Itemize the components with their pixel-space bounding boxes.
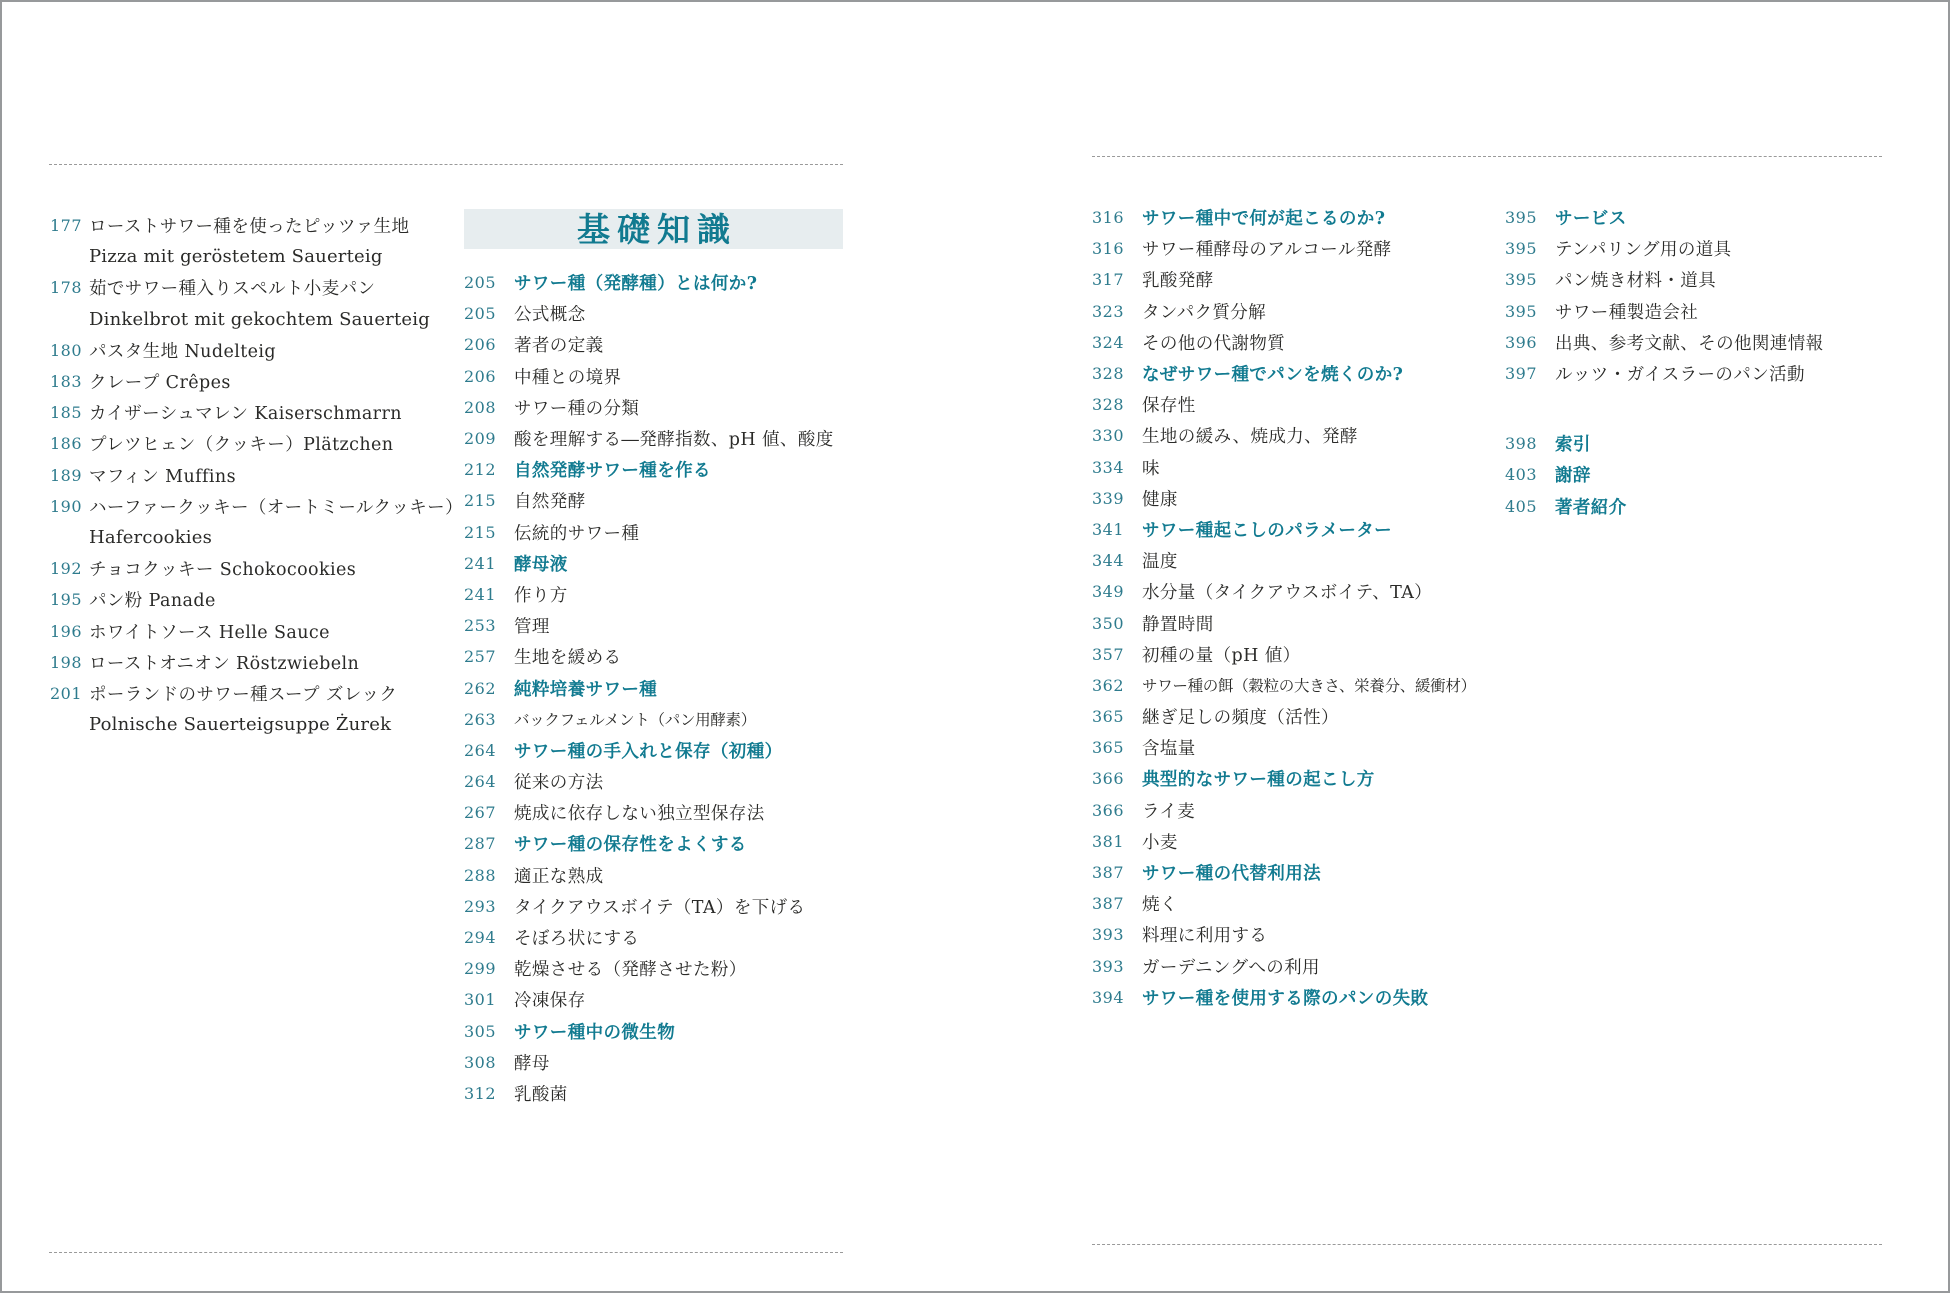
entry-page-number: 365: [1092, 707, 1125, 727]
entry-page-number: 180: [50, 340, 83, 360]
entry-title: タイクアウスボイテ（TA）を下げる: [514, 897, 806, 918]
entry-page-number: 308: [464, 1052, 497, 1072]
entry-title: 焼成に依存しない独立型保存法: [514, 804, 765, 825]
entry-title: ライ麦: [1142, 801, 1196, 822]
entry-page-number: 288: [464, 865, 497, 885]
toc-section-heading: [1505, 459, 1895, 490]
toc-entry: [1505, 264, 1895, 295]
toc-section-heading: [464, 828, 859, 859]
entry-title: そぼろ状にする: [514, 929, 640, 950]
entry-title: 冷凍保存: [514, 991, 586, 1012]
entry-page-number: 178: [50, 278, 83, 298]
entry-page-number: 196: [50, 621, 83, 641]
toc-entry: [1505, 233, 1895, 264]
entry-title: テンパリング用の道具: [1555, 240, 1732, 261]
toc-section-heading: [1092, 514, 1512, 545]
toc-section-heading: [1092, 857, 1512, 888]
entry-title: 出典、参考文献、その他関連情報: [1555, 333, 1824, 354]
entry-title: 索引: [1555, 435, 1591, 456]
entry-title: 乳酸菌: [514, 1084, 568, 1105]
entry-title: 料理に利用する: [1142, 926, 1268, 947]
toc-section-heading: [1505, 491, 1895, 522]
entry-page-number: 189: [50, 465, 83, 485]
toc-entry: [464, 891, 859, 922]
entry-title: サワー種の分類: [514, 398, 640, 419]
toc-entry: [1092, 576, 1512, 607]
entry-title: サワー種を使用する際のパンの失敗: [1142, 988, 1429, 1009]
toc-section-heading: [1505, 428, 1895, 459]
toc-entry: [50, 678, 490, 709]
toc-entry: [1092, 888, 1512, 919]
toc-entry: [50, 615, 490, 646]
entry-page-number: 328: [1092, 364, 1125, 384]
entry-title: クレープ Crêpes: [89, 373, 231, 394]
entry-page-number: 344: [1092, 551, 1125, 571]
toc-entry: [1092, 389, 1512, 420]
entry-title: カイザーシュマレン Kaiserschmarrn: [89, 404, 402, 425]
toc-entry: [1092, 327, 1512, 358]
entry-title: パン粉 Panade: [89, 591, 216, 612]
entry-title: 酵母液: [514, 554, 568, 575]
toc-entry: [1092, 732, 1512, 763]
toc-entry: [50, 647, 490, 678]
entry-page-number: 293: [464, 896, 497, 916]
divider-top-right-page: [1092, 156, 1882, 157]
backmatter-toc-group: [1505, 428, 1895, 522]
entry-page-number: 403: [1505, 465, 1538, 485]
entry-title: 初種の量（pH 値）: [1142, 645, 1301, 666]
toc-entry: [1092, 951, 1512, 982]
entry-page-number: 195: [50, 590, 83, 610]
toc-entry: [464, 953, 859, 984]
entry-page-number: 287: [464, 834, 497, 854]
toc-entry: [464, 860, 859, 891]
toc-section-heading: [1092, 982, 1512, 1013]
entry-page-number: 201: [50, 683, 83, 703]
toc-entry: [1092, 545, 1512, 576]
entry-title: 生地の緩み、焼成力、発酵: [1142, 427, 1358, 448]
toc-entry-continuation: [50, 304, 490, 335]
entry-title: 中種との境界: [514, 367, 622, 388]
entry-page-number: 395: [1505, 208, 1538, 228]
toc-entry: [50, 491, 490, 522]
toc-entry: [1092, 607, 1512, 638]
entry-title: 謝辞: [1555, 466, 1591, 487]
entry-title: ハーファークッキー（オートミールクッキー）: [89, 497, 463, 518]
entry-page-number: 387: [1092, 894, 1125, 914]
entry-title: 伝統的サワー種: [514, 523, 640, 544]
entry-title: 静置時間: [1142, 614, 1214, 635]
entry-page-number: 350: [1092, 613, 1125, 633]
entry-title: ガーデニングへの利用: [1142, 957, 1320, 978]
entry-title: マフィン Muffins: [89, 466, 236, 487]
toc-entry: [464, 392, 859, 423]
entry-page-number: 192: [50, 559, 83, 579]
toc-entry: [464, 517, 859, 548]
entry-page-number: 366: [1092, 800, 1125, 820]
entry-title: ポーランドのサワー種スープ ズレック: [89, 684, 398, 705]
basics-toc-column: [464, 267, 859, 1109]
entry-subtitle: Dinkelbrot mit gekochtem Sauerteig: [89, 308, 430, 330]
entry-page-number: 257: [464, 647, 497, 667]
toc-entry: [464, 704, 859, 735]
entry-title: サワー種起こしのパラメーター: [1142, 520, 1393, 541]
toc-section-heading: [1092, 358, 1512, 389]
basics-section-header: [464, 209, 843, 249]
entry-page-number: 206: [464, 335, 497, 355]
entry-title: 水分量（タイクアウスボイテ、TA）: [1142, 583, 1433, 604]
toc-entry: [464, 329, 859, 360]
recipes-toc-column: [50, 210, 490, 740]
entry-title: 純粋培養サワー種: [514, 679, 658, 700]
entry-subtitle: Hafercookies: [89, 526, 213, 548]
toc-entry: [50, 553, 490, 584]
entry-title: 管理: [514, 617, 550, 638]
entry-title: 従来の方法: [514, 773, 604, 794]
entry-title: 作り方: [514, 585, 568, 606]
toc-entry: [464, 610, 859, 641]
entry-page-number: 294: [464, 928, 497, 948]
entry-page-number: 357: [1092, 644, 1125, 664]
entry-title: サービス: [1555, 209, 1627, 230]
toc-entry: [464, 1078, 859, 1109]
entry-title: 適正な熟成: [514, 866, 604, 887]
entry-title: 含塩量: [1142, 739, 1196, 760]
entry-page-number: 349: [1092, 582, 1125, 602]
toc-entry: [464, 423, 859, 454]
entry-page-number: 394: [1092, 987, 1125, 1007]
entry-page-number: 339: [1092, 488, 1125, 508]
entry-page-number: 395: [1505, 239, 1538, 259]
entry-title: 継ぎ足しの頻度（活性）: [1142, 708, 1339, 729]
entry-title: 味: [1142, 458, 1160, 479]
toc-entry: [464, 298, 859, 329]
entry-page-number: 366: [1092, 769, 1125, 789]
entry-page-number: 205: [464, 304, 497, 324]
entry-page-number: 381: [1092, 831, 1125, 851]
toc-entry: [50, 272, 490, 303]
toc-section-heading: [464, 672, 859, 703]
toc-entry: [50, 460, 490, 491]
entry-title: 著者の定義: [514, 336, 604, 357]
entry-title: チョコクッキー Schokocookies: [89, 560, 357, 581]
toc-section-heading: [464, 454, 859, 485]
entry-title: 酵母: [514, 1053, 550, 1074]
entry-page-number: 312: [464, 1083, 497, 1103]
toc-entry: [50, 335, 490, 366]
entry-title: バックフェルメント（パン用酵素）: [514, 711, 756, 730]
entry-title: 自然発酵: [514, 492, 586, 513]
toc-entry: [1505, 327, 1895, 358]
toc-section-heading: [1092, 763, 1512, 794]
entry-page-number: 395: [1505, 301, 1538, 321]
toc-entry: [1505, 296, 1895, 327]
entry-title: 乾燥させる（発酵させた粉）: [514, 960, 747, 981]
services-toc-group: [1505, 202, 1895, 389]
entry-title: その他の代謝物質: [1142, 333, 1286, 354]
entry-title: 小麦: [1142, 832, 1178, 853]
toc-entry: [464, 361, 859, 392]
toc-entry: [464, 984, 859, 1015]
entry-title: 乳酸発酵: [1142, 271, 1214, 292]
toc-section-heading: [464, 1016, 859, 1047]
basics-section-header-label: 基礎知識: [577, 209, 737, 249]
toc-section-heading: [1092, 202, 1512, 233]
entry-title: サワー種中で何が起こるのか?: [1142, 209, 1386, 230]
right-page-toc-column-2: [1505, 202, 1895, 522]
entry-title: 公式概念: [514, 305, 586, 326]
entry-title: サワー種（発酵種）とは何か?: [514, 274, 758, 295]
toc-entry: [1505, 358, 1895, 389]
toc-entry: [1092, 919, 1512, 950]
entry-title: ローストオニオン Röstzwiebeln: [89, 653, 360, 674]
toc-entry: [464, 922, 859, 953]
entry-page-number: 208: [464, 397, 497, 417]
entry-page-number: 186: [50, 434, 83, 454]
entry-page-number: 264: [464, 740, 497, 760]
entry-page-number: 393: [1092, 956, 1125, 976]
entry-page-number: 398: [1505, 434, 1538, 454]
entry-title: 生地を緩める: [514, 648, 622, 669]
entry-page-number: 362: [1092, 675, 1125, 695]
toc-entry: [1092, 452, 1512, 483]
entry-title: 焼く: [1142, 895, 1178, 916]
toc-entry: [1092, 639, 1512, 670]
entry-title: ローストサワー種を使ったピッツァ生地: [89, 217, 410, 238]
entry-page-number: 334: [1092, 457, 1125, 477]
entry-title: パン焼き材料・道具: [1555, 271, 1717, 292]
toc-entry: [464, 641, 859, 672]
entry-title: 温度: [1142, 552, 1178, 573]
entry-page-number: 365: [1092, 738, 1125, 758]
entry-page-number: 205: [464, 273, 497, 293]
entry-page-number: 209: [464, 429, 497, 449]
entry-page-number: 387: [1092, 863, 1125, 883]
toc-entry: [1092, 264, 1512, 295]
entry-page-number: 264: [464, 772, 497, 792]
toc-section-heading: [1505, 202, 1895, 233]
entry-page-number: 305: [464, 1021, 497, 1041]
toc-section-heading: [464, 735, 859, 766]
toc-entry: [464, 579, 859, 610]
entry-title: 典型的なサワー種の起こし方: [1142, 770, 1375, 791]
toc-entry: [1092, 670, 1512, 701]
entry-page-number: 241: [464, 584, 497, 604]
entry-title: 保存性: [1142, 396, 1196, 417]
divider-bottom-left-page: [49, 1252, 843, 1253]
entry-title: サワー種の保存性をよくする: [514, 835, 747, 856]
toc-entry: [1092, 420, 1512, 451]
entry-page-number: 215: [464, 522, 497, 542]
toc-entry: [50, 428, 490, 459]
entry-title: サワー種酵母のアルコール発酵: [1142, 240, 1392, 261]
entry-page-number: 396: [1505, 332, 1538, 352]
toc-entry-continuation: [50, 709, 490, 740]
entry-title: タンパク質分解: [1142, 302, 1267, 323]
toc-entry: [464, 1047, 859, 1078]
toc-entry-continuation: [50, 522, 490, 553]
entry-page-number: 395: [1505, 270, 1538, 290]
entry-page-number: 330: [1092, 426, 1125, 446]
entry-page-number: 301: [464, 990, 497, 1010]
entry-title: サワー種の代替利用法: [1142, 864, 1321, 885]
entry-title: サワー種中の微生物: [514, 1022, 676, 1043]
entry-title: 茹でサワー種入りスペルト小麦パン: [89, 279, 376, 300]
toc-entry: [464, 797, 859, 828]
toc-entry: [1092, 233, 1512, 264]
toc-section-heading: [464, 548, 859, 579]
toc-entry: [1092, 296, 1512, 327]
entry-title: ルッツ・ガイスラーのパン活動: [1555, 365, 1805, 386]
divider-top-left-page: [49, 164, 843, 165]
entry-page-number: 393: [1092, 925, 1125, 945]
entry-page-number: 267: [464, 803, 497, 823]
toc-entry: [50, 584, 490, 615]
toc-entry: [1092, 483, 1512, 514]
entry-page-number: 262: [464, 678, 497, 698]
entry-page-number: 317: [1092, 270, 1125, 290]
entry-page-number: 341: [1092, 519, 1125, 539]
entry-subtitle: Polnische Sauerteigsuppe Żurek: [89, 714, 392, 736]
entry-page-number: 185: [50, 403, 83, 423]
entry-page-number: 198: [50, 652, 83, 672]
entry-title: 自然発酵サワー種を作る: [514, 461, 711, 482]
entry-title: 著者紹介: [1555, 497, 1627, 518]
entry-title: 酸を理解する―発酵指数、pH 値、酸度: [514, 430, 834, 451]
toc-entry: [50, 397, 490, 428]
right-page-toc-column-1: [1092, 202, 1512, 1013]
toc-section-heading: [464, 267, 859, 298]
entry-page-number: 405: [1505, 496, 1538, 516]
entry-title: なぜサワー種でパンを焼くのか?: [1142, 365, 1404, 386]
toc-entry: [1092, 701, 1512, 732]
entry-page-number: 253: [464, 616, 497, 636]
entry-page-number: 190: [50, 496, 83, 516]
entry-page-number: 299: [464, 959, 497, 979]
entry-page-number: 241: [464, 553, 497, 573]
entry-page-number: 206: [464, 366, 497, 386]
entry-title: ホワイトソース Helle Sauce: [89, 622, 330, 643]
entry-page-number: 183: [50, 372, 83, 392]
entry-title: サワー種の餌（穀粒の大きさ、栄養分、緩衝材）: [1142, 677, 1476, 696]
entry-title: サワー種製造会社: [1555, 302, 1699, 323]
entry-page-number: 212: [464, 460, 497, 480]
toc-entry: [50, 210, 490, 241]
divider-bottom-right-page: [1092, 1244, 1882, 1245]
toc-entry: [464, 766, 859, 797]
toc-entry: [1092, 795, 1512, 826]
entry-page-number: 316: [1092, 239, 1125, 259]
entry-page-number: 215: [464, 491, 497, 511]
entry-title: プレツヒェン（クッキー）Plätzchen: [89, 435, 394, 456]
toc-entry: [50, 366, 490, 397]
toc-entry-continuation: [50, 241, 490, 272]
entry-page-number: 263: [464, 709, 497, 729]
entry-page-number: 177: [50, 216, 83, 236]
entry-title: サワー種の手入れと保存（初種）: [514, 741, 783, 762]
entry-title: 健康: [1142, 489, 1178, 510]
entry-page-number: 397: [1505, 364, 1538, 384]
entry-page-number: 328: [1092, 395, 1125, 415]
entry-page-number: 324: [1092, 332, 1125, 352]
entry-title: パスタ生地 Nudelteig: [89, 341, 276, 362]
toc-entry: [464, 485, 859, 516]
entry-subtitle: Pizza mit geröstetem Sauerteig: [89, 246, 383, 268]
entry-page-number: 323: [1092, 301, 1125, 321]
entry-page-number: 316: [1092, 208, 1125, 228]
toc-entry: [1092, 826, 1512, 857]
